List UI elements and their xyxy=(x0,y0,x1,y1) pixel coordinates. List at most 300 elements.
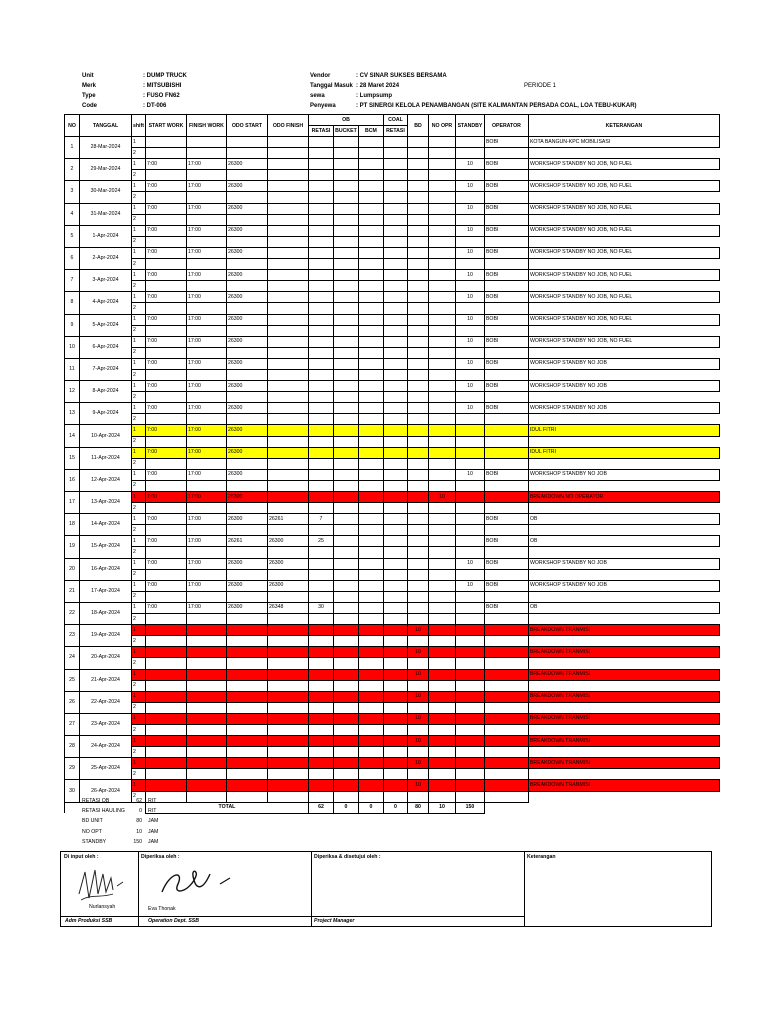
row-empty-cell xyxy=(484,480,528,491)
row-empty-cell xyxy=(528,236,719,247)
row-standby xyxy=(455,514,484,525)
row-empty-cell xyxy=(407,791,428,802)
table-row xyxy=(65,292,720,303)
row-empty-cell xyxy=(308,392,333,403)
row-keterangan: WORKSHOP STANDBY NO JOB, NO FUEL xyxy=(528,314,719,325)
row-empty-cell xyxy=(484,636,528,647)
row-date: 26-Apr-2024 xyxy=(80,780,132,802)
row-no: 23 xyxy=(65,625,80,647)
row-bucket xyxy=(333,713,358,724)
row-empty-cell xyxy=(383,724,407,735)
row-empty-cell xyxy=(358,458,383,469)
row-no: 10 xyxy=(65,336,80,358)
row-empty-cell xyxy=(226,281,267,292)
row-empty-cell xyxy=(186,480,226,491)
row-empty-cell xyxy=(333,503,358,514)
row-empty-cell xyxy=(407,214,428,225)
row-odo-finish xyxy=(267,225,308,236)
row-empty-cell xyxy=(358,658,383,669)
row-keterangan: WORKSHOP STANDBY NO JOB xyxy=(528,469,719,480)
row-bd xyxy=(407,225,428,236)
row-operator: BOBI xyxy=(484,270,528,281)
row-empty-cell xyxy=(186,547,226,558)
row-no-opr xyxy=(428,358,455,369)
row-empty-cell xyxy=(145,503,186,514)
row-empty-cell xyxy=(186,458,226,469)
row-coal xyxy=(383,447,407,458)
row-empty-cell xyxy=(407,281,428,292)
row-empty-cell xyxy=(528,525,719,536)
row-shift: 2 xyxy=(132,458,146,469)
col-ob-bcm: BCM xyxy=(358,126,383,137)
row-bcm xyxy=(358,137,383,148)
row-operator: BOBI xyxy=(484,225,528,236)
row-shift: 1 xyxy=(132,691,146,702)
row-empty-cell xyxy=(455,369,484,380)
row-bcm xyxy=(358,713,383,724)
row-empty-cell xyxy=(528,569,719,580)
row-empty-cell xyxy=(186,347,226,358)
table-row-shift2 xyxy=(65,148,720,159)
row-bucket xyxy=(333,758,358,769)
row-odo-start: 26300 xyxy=(226,381,267,392)
row-empty-cell xyxy=(308,369,333,380)
row-empty-cell xyxy=(455,591,484,602)
row-empty-cell xyxy=(358,192,383,203)
summary-value: 0 xyxy=(139,808,142,815)
row-shift: 2 xyxy=(132,724,146,735)
row-empty-cell xyxy=(528,458,719,469)
row-date: 8-Apr-2024 xyxy=(80,381,132,403)
row-coal xyxy=(383,602,407,613)
table-row xyxy=(65,181,720,192)
row-empty-cell xyxy=(226,458,267,469)
row-shift: 2 xyxy=(132,636,146,647)
row-empty-cell xyxy=(267,392,308,403)
row-empty-cell xyxy=(145,702,186,713)
row-empty-cell xyxy=(333,281,358,292)
row-coal xyxy=(383,181,407,192)
row-empty-cell xyxy=(455,547,484,558)
row-empty-cell xyxy=(226,303,267,314)
row-empty-cell xyxy=(226,503,267,514)
row-shift: 2 xyxy=(132,525,146,536)
col-standby: STANDBY xyxy=(455,115,484,137)
row-standby xyxy=(455,669,484,680)
row-empty-cell xyxy=(333,436,358,447)
row-empty-cell xyxy=(428,503,455,514)
row-empty-cell xyxy=(428,769,455,780)
row-empty-cell xyxy=(484,303,528,314)
row-empty-cell xyxy=(358,325,383,336)
row-empty-cell xyxy=(308,480,333,491)
row-retasi xyxy=(308,225,333,236)
row-empty-cell xyxy=(407,636,428,647)
row-empty-cell xyxy=(455,503,484,514)
row-shift: 1 xyxy=(132,181,146,192)
row-standby: 10 xyxy=(455,159,484,170)
row-empty-cell xyxy=(455,458,484,469)
row-standby xyxy=(455,536,484,547)
row-empty-cell xyxy=(333,148,358,159)
row-finish: 17:00 xyxy=(186,492,226,503)
row-bucket xyxy=(333,736,358,747)
row-start: 7:00 xyxy=(145,203,186,214)
row-operator xyxy=(484,425,528,436)
row-empty-cell xyxy=(407,503,428,514)
row-empty-cell xyxy=(428,236,455,247)
row-date: 21-Apr-2024 xyxy=(80,669,132,691)
table-row xyxy=(65,514,720,525)
row-operator xyxy=(484,758,528,769)
row-retasi xyxy=(308,669,333,680)
row-odo-finish xyxy=(267,647,308,658)
row-shift: 1 xyxy=(132,403,146,414)
row-empty-cell xyxy=(528,702,719,713)
table-row-shift2 xyxy=(65,503,720,514)
row-bucket xyxy=(333,647,358,658)
row-empty-cell xyxy=(484,192,528,203)
row-coal xyxy=(383,758,407,769)
row-bucket xyxy=(333,447,358,458)
row-finish xyxy=(186,780,226,791)
row-empty-cell xyxy=(528,436,719,447)
col-shift: shift xyxy=(132,115,146,137)
row-bucket xyxy=(333,270,358,281)
row-start: 7:00 xyxy=(145,247,186,258)
row-empty-cell xyxy=(186,569,226,580)
row-finish: 17:00 xyxy=(186,159,226,170)
row-empty-cell xyxy=(358,347,383,358)
row-shift: 2 xyxy=(132,702,146,713)
row-empty-cell xyxy=(267,747,308,758)
row-empty-cell xyxy=(484,702,528,713)
row-empty-cell xyxy=(267,148,308,159)
row-shift: 1 xyxy=(132,270,146,281)
row-odo-start: 26300 xyxy=(226,514,267,525)
table-row xyxy=(65,558,720,569)
row-empty-cell xyxy=(308,347,333,358)
col-ob: OB xyxy=(308,115,383,126)
row-retasi xyxy=(308,736,333,747)
row-finish: 17:00 xyxy=(186,469,226,480)
row-coal xyxy=(383,536,407,547)
row-shift: 2 xyxy=(132,192,146,203)
row-empty-cell xyxy=(267,614,308,625)
row-shift: 1 xyxy=(132,159,146,170)
row-operator xyxy=(484,691,528,702)
input-name: Nurlansyah xyxy=(89,904,116,910)
row-start xyxy=(145,669,186,680)
row-empty-cell xyxy=(186,436,226,447)
row-keterangan: WORKSHOP STANDBY NO JOB, NO FUEL xyxy=(528,336,719,347)
row-operator: BOBI xyxy=(484,602,528,613)
row-no: 16 xyxy=(65,469,80,491)
row-empty-cell xyxy=(267,436,308,447)
row-empty-cell xyxy=(358,259,383,270)
row-empty-cell xyxy=(383,702,407,713)
row-standby: 10 xyxy=(455,292,484,303)
row-bcm xyxy=(358,536,383,547)
row-empty-cell xyxy=(186,791,226,802)
row-odo-start xyxy=(226,780,267,791)
row-odo-start: 26300 xyxy=(226,469,267,480)
row-bucket xyxy=(333,403,358,414)
row-empty-cell xyxy=(308,214,333,225)
row-retasi xyxy=(308,447,333,458)
summary-label: BD UNIT xyxy=(82,818,103,825)
row-bucket xyxy=(333,536,358,547)
row-bucket xyxy=(333,137,358,148)
col-coal-retasi: RETASI xyxy=(383,126,407,137)
row-retasi xyxy=(308,203,333,214)
col-start-work: START WORK xyxy=(145,115,186,137)
table-row xyxy=(65,447,720,458)
row-no-opr xyxy=(428,292,455,303)
row-coal xyxy=(383,691,407,702)
row-empty-cell xyxy=(333,724,358,735)
row-operator xyxy=(484,713,528,724)
row-shift: 1 xyxy=(132,469,146,480)
row-date: 13-Apr-2024 xyxy=(80,492,132,514)
row-empty-cell xyxy=(186,192,226,203)
row-finish: 17:00 xyxy=(186,580,226,591)
row-empty-cell xyxy=(333,480,358,491)
row-bucket xyxy=(333,159,358,170)
total-bd: 80 xyxy=(407,802,428,813)
row-finish: 17:00 xyxy=(186,447,226,458)
row-empty-cell xyxy=(358,414,383,425)
row-no: 8 xyxy=(65,292,80,314)
row-operator: BOBI xyxy=(484,381,528,392)
row-bcm xyxy=(358,225,383,236)
row-empty-cell xyxy=(267,724,308,735)
row-start: 7:00 xyxy=(145,514,186,525)
row-shift: 2 xyxy=(132,259,146,270)
row-odo-start: 26300 xyxy=(226,358,267,369)
row-shift: 2 xyxy=(132,369,146,380)
row-no-opr xyxy=(428,758,455,769)
row-empty-cell xyxy=(407,347,428,358)
row-odo-finish xyxy=(267,314,308,325)
row-empty-cell xyxy=(267,591,308,602)
col-finish-work: FINISH WORK xyxy=(186,115,226,137)
row-bucket xyxy=(333,558,358,569)
row-start: 7:00 xyxy=(145,403,186,414)
row-bcm xyxy=(358,580,383,591)
table-row-shift2 xyxy=(65,259,720,270)
row-operator: BOBI xyxy=(484,536,528,547)
row-coal xyxy=(383,403,407,414)
row-bd xyxy=(407,181,428,192)
row-coal xyxy=(383,425,407,436)
row-bucket xyxy=(333,203,358,214)
row-empty-cell xyxy=(428,547,455,558)
row-shift: 1 xyxy=(132,225,146,236)
row-shift: 2 xyxy=(132,347,146,358)
row-bd xyxy=(407,514,428,525)
table-row-shift2 xyxy=(65,658,720,669)
row-empty-cell xyxy=(186,724,226,735)
row-operator xyxy=(484,780,528,791)
table-row xyxy=(65,780,720,791)
row-empty-cell xyxy=(358,702,383,713)
row-empty-cell xyxy=(383,769,407,780)
col-coal: COAL xyxy=(383,115,407,126)
row-bd xyxy=(407,469,428,480)
row-retasi xyxy=(308,691,333,702)
row-empty-cell xyxy=(383,214,407,225)
row-retasi: 7 xyxy=(308,514,333,525)
row-empty-cell xyxy=(308,747,333,758)
row-empty-cell xyxy=(455,325,484,336)
total-label: TOTAL xyxy=(145,802,308,813)
row-empty-cell xyxy=(333,303,358,314)
row-empty-cell xyxy=(358,236,383,247)
row-date: 29-Mar-2024 xyxy=(80,159,132,181)
row-empty-cell xyxy=(528,791,719,802)
row-empty-cell xyxy=(407,614,428,625)
row-odo-start: 26300 xyxy=(226,181,267,192)
row-start: 7:00 xyxy=(145,536,186,547)
approve-role: Project Manager xyxy=(311,916,524,926)
total-retasi: 62 xyxy=(308,802,333,813)
row-bucket xyxy=(333,469,358,480)
row-empty-cell xyxy=(226,347,267,358)
row-empty-cell xyxy=(484,281,528,292)
row-coal xyxy=(383,225,407,236)
row-empty-cell xyxy=(428,480,455,491)
row-empty-cell xyxy=(358,636,383,647)
row-empty-cell xyxy=(308,702,333,713)
row-start: 7:00 xyxy=(145,292,186,303)
row-odo-finish xyxy=(267,181,308,192)
row-finish: 17:00 xyxy=(186,558,226,569)
table-row xyxy=(65,137,720,148)
row-odo-start: 26300 xyxy=(226,447,267,458)
row-bd: 10 xyxy=(407,780,428,791)
row-empty-cell xyxy=(145,281,186,292)
row-retasi xyxy=(308,425,333,436)
row-empty-cell xyxy=(484,547,528,558)
signature-check-col xyxy=(138,852,312,926)
row-empty-cell xyxy=(528,347,719,358)
row-bucket xyxy=(333,292,358,303)
table-row xyxy=(65,469,720,480)
row-empty-cell xyxy=(358,614,383,625)
row-empty-cell xyxy=(383,148,407,159)
row-empty-cell xyxy=(226,325,267,336)
row-odo-finish xyxy=(267,780,308,791)
row-bcm xyxy=(358,758,383,769)
row-keterangan: WORKSHOP STANDBY NO JOB, NO FUEL xyxy=(528,247,719,258)
row-bcm xyxy=(358,447,383,458)
row-bucket xyxy=(333,580,358,591)
row-bd xyxy=(407,292,428,303)
row-empty-cell xyxy=(358,503,383,514)
row-empty-cell xyxy=(428,724,455,735)
row-empty-cell xyxy=(407,658,428,669)
row-empty-cell xyxy=(226,547,267,558)
table-row xyxy=(65,403,720,414)
row-standby xyxy=(455,602,484,613)
type-label: Type xyxy=(82,93,96,99)
row-operator: BOBI xyxy=(484,247,528,258)
row-bcm xyxy=(358,625,383,636)
row-empty-cell xyxy=(145,724,186,735)
row-operator: BOBI xyxy=(484,203,528,214)
row-bcm xyxy=(358,492,383,503)
row-coal xyxy=(383,514,407,525)
row-date: 1-Apr-2024 xyxy=(80,225,132,247)
row-odo-finish xyxy=(267,447,308,458)
row-empty-cell xyxy=(145,614,186,625)
row-empty-cell xyxy=(145,591,186,602)
row-empty-cell xyxy=(308,724,333,735)
row-odo-start: 26261 xyxy=(226,536,267,547)
row-no-opr xyxy=(428,247,455,258)
table-row-shift2 xyxy=(65,214,720,225)
row-coal xyxy=(383,137,407,148)
row-empty-cell xyxy=(455,747,484,758)
row-retasi xyxy=(308,403,333,414)
row-empty-cell xyxy=(333,547,358,558)
row-start: 7:00 xyxy=(145,381,186,392)
row-empty-cell xyxy=(186,281,226,292)
row-empty-cell xyxy=(226,747,267,758)
row-standby xyxy=(455,713,484,724)
row-bd xyxy=(407,314,428,325)
row-empty-cell xyxy=(267,525,308,536)
row-empty-cell xyxy=(528,259,719,270)
row-keterangan: WORKSHOP STANDBY NO JOB xyxy=(528,403,719,414)
row-odo-start: 26300 xyxy=(226,403,267,414)
table-row-shift2 xyxy=(65,192,720,203)
row-bcm xyxy=(358,358,383,369)
row-shift: 1 xyxy=(132,292,146,303)
table-row xyxy=(65,536,720,547)
row-no: 27 xyxy=(65,713,80,735)
row-no-opr xyxy=(428,713,455,724)
summary-row xyxy=(82,806,158,816)
type-value: : FUSO FN62 xyxy=(143,93,180,99)
row-empty-cell xyxy=(428,170,455,181)
row-empty-cell xyxy=(145,259,186,270)
row-bcm xyxy=(358,514,383,525)
row-empty-cell xyxy=(455,791,484,802)
row-shift: 2 xyxy=(132,436,146,447)
row-empty-cell xyxy=(407,769,428,780)
table-row xyxy=(65,669,720,680)
code-label: Code xyxy=(82,103,97,109)
row-no: 21 xyxy=(65,580,80,602)
row-empty-cell xyxy=(333,658,358,669)
row-date: 14-Apr-2024 xyxy=(80,514,132,536)
row-empty-cell xyxy=(455,214,484,225)
col-keterangan: KETERANGAN xyxy=(528,115,719,137)
row-odo-finish xyxy=(267,469,308,480)
row-empty-cell xyxy=(428,747,455,758)
row-date: 17-Apr-2024 xyxy=(80,580,132,602)
row-empty-cell xyxy=(484,347,528,358)
row-empty-cell xyxy=(358,569,383,580)
row-empty-cell xyxy=(358,747,383,758)
row-empty-cell xyxy=(333,636,358,647)
row-empty-cell xyxy=(484,325,528,336)
vendor-value: : CV SINAR SUKSES BERSAMA xyxy=(356,73,447,79)
row-finish: 17:00 xyxy=(186,270,226,281)
row-empty-cell xyxy=(455,658,484,669)
